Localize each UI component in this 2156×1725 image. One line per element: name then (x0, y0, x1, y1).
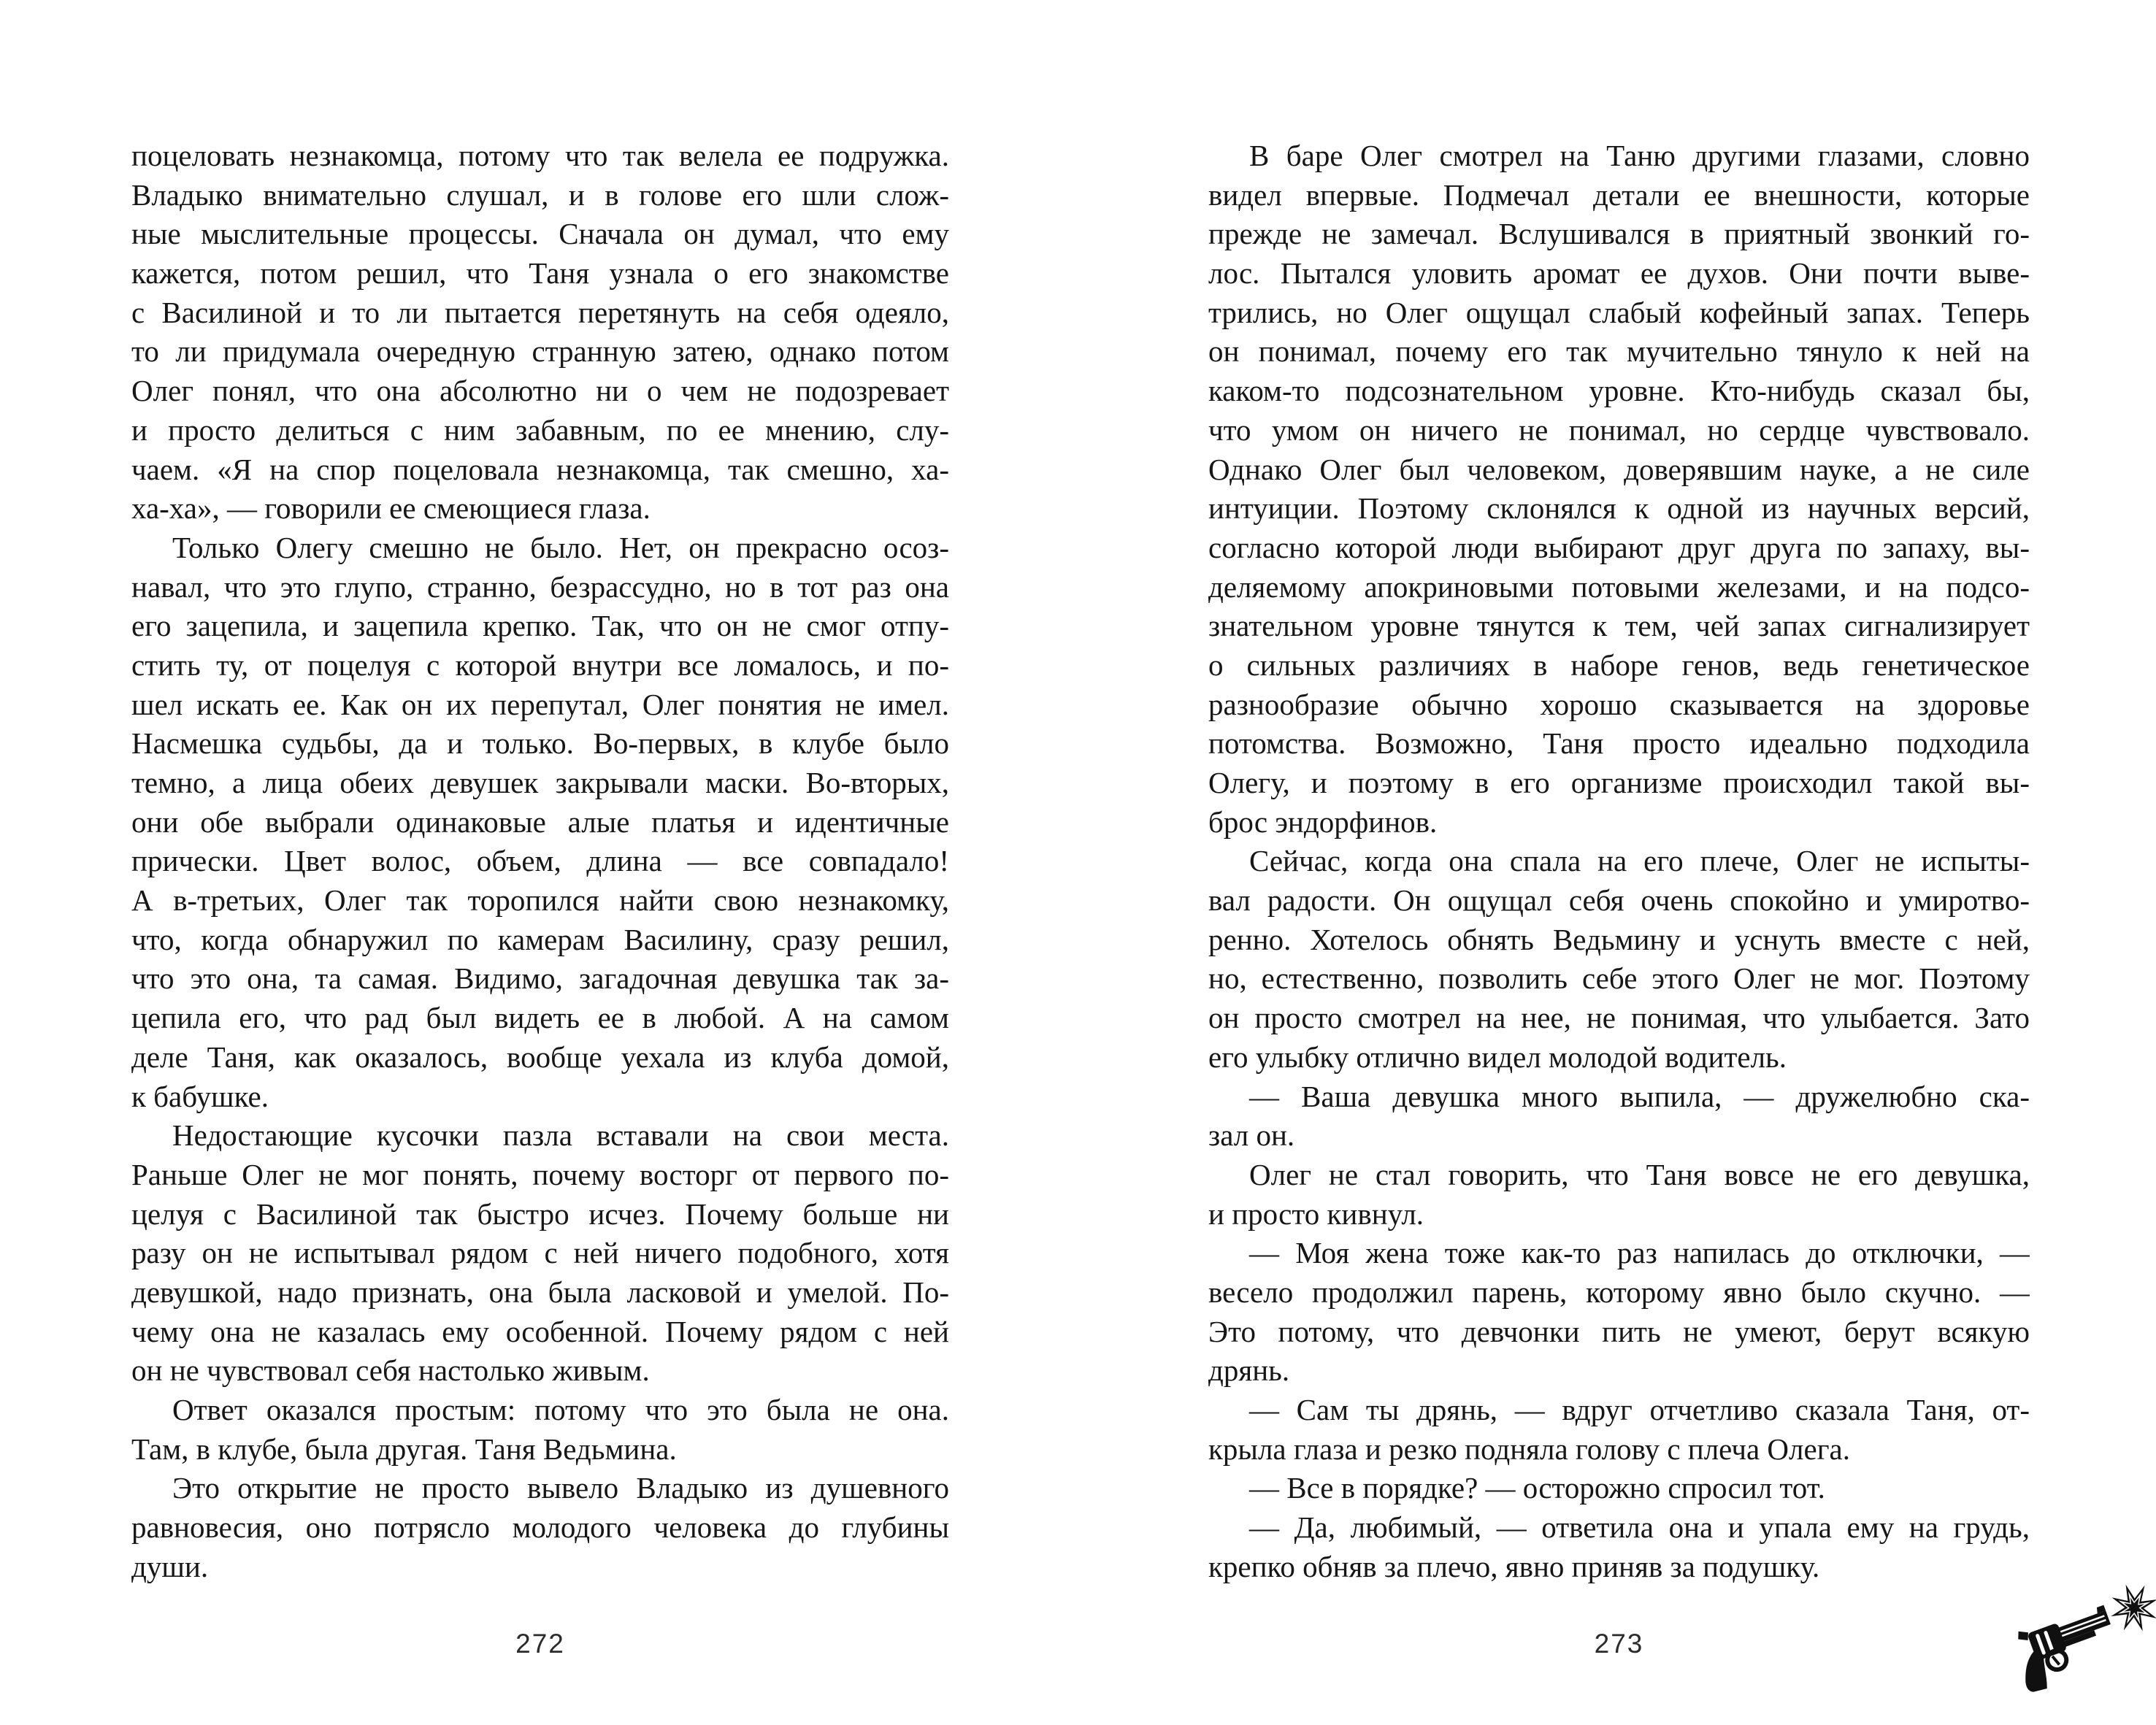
text-line: и просто делиться с ним забавным, по ее мнению, слу- (131, 412, 949, 447)
text-line: поцеловать незнакомца, потому что так велела ее подружка. (131, 139, 949, 172)
text-line: он понимал, почему его так мучительно тянуло к ней на (1208, 334, 2030, 369)
text-line: разнообразие обычно хорошо сказывается на здоровье (1208, 687, 2030, 721)
text-line: потомства. Возможно, Таня просто идеально подходила (1208, 726, 2030, 761)
page-number-left: 272 (515, 1629, 565, 1659)
text-line: чему она не казалась ему особенной. Почему рядом с ней (131, 1314, 949, 1348)
text-line: брос эндорфинов. (1208, 804, 1438, 839)
text-line: В баре Олег смотрел на Таню другими глазами, словно (1249, 139, 2030, 172)
text-line: что умом он ничего не понимал, но сердце чувствовало. (1208, 412, 2030, 447)
text-line: разу он не испытывал рядом с ней ничего подобного, хотя (131, 1236, 949, 1270)
text-line: Владыко внимательно слушал, и в голове его шли слож- (131, 177, 949, 212)
text-line: прежде не замечал. Вслушивался в приятный звонкий го- (1208, 217, 2030, 251)
text-line: что это она, та самая. Видимо, загадочная девушка так за- (131, 961, 949, 996)
text-line: навал, что это глупо, странно, безрассудно, но в тот раз она (131, 569, 949, 604)
text-line: вал радости. Он ощущал себя очень спокойно и умиротво- (1208, 883, 2030, 918)
text-line: Раньше Олег не мог понять, почему восторг от первого по- (131, 1157, 949, 1191)
text-line: цепила его, что рад был видеть ее в любой. А на самом (131, 1001, 949, 1035)
text-line: — Все в порядке? — осторожно спросил тот. (1249, 1471, 1825, 1505)
text-line: но, естественно, позволить себе этого Олег не мог. Поэтому (1208, 961, 2030, 996)
text-line: души. (131, 1549, 209, 1583)
text-line: равновесия, оно потрясло молодого человека до глубины (131, 1510, 949, 1545)
text-line: кажется, потом решил, что Таня узнала о его знакомстве (131, 256, 949, 291)
text-line: Олег не стал говорить, что Таня вовсе не его девушка, (1249, 1157, 2030, 1191)
text-line: ха-ха», — говорили ее смеющиеся глаза. (131, 491, 651, 526)
text-line: чаем. «Я на спор поцеловала незнакомца, так смешно, ха- (131, 452, 949, 486)
text-line: к бабушке. (131, 1079, 269, 1113)
text-line: о сильных различиях в наборе генов, ведь генетическое (1208, 648, 2030, 682)
text-line: знательном уровне тянутся к тем, чей запах сигнализирует (1208, 609, 2030, 643)
text-line: они обе выбрали одинаковые алые платья и идентичные (131, 804, 949, 839)
text-line: что, когда обнаружил по камерам Василину, сразу решил, (131, 922, 949, 956)
text-line: то ли придумала очередную странную затею, однако потом (131, 334, 949, 369)
text-line: Только Олегу смешно не было. Нет, он прекрасно осоз- (172, 530, 949, 564)
text-line: он не чувствовал себя настолько живым. (131, 1353, 650, 1388)
text-line: крыла глаза и резко подняла голову с плеча Олега. (1208, 1432, 1850, 1466)
text-line: — Сам ты дрянь, — вдруг отчетливо сказала Таня, от- (1249, 1393, 2030, 1426)
text-line: прически. Цвет волос, объем, длина — все совпадало! (131, 844, 949, 878)
text-line: Это открытие не просто вывело Владыко из душевного (172, 1471, 949, 1505)
text-line: Насмешка судьбы, да и только. Во-первых, в клубе было (131, 726, 949, 761)
text-line: А в-третьих, Олег так торопился найти свою незнакомку, (131, 883, 949, 918)
text-line: трились, но Олег ощущал слабый кофейный запах. Теперь (1208, 295, 2030, 329)
text-line: Однако Олег был человеком, доверявшим науке, а не силе (1208, 452, 2030, 486)
text-line: — Ваша девушка много выпила, — дружелюбно ска- (1249, 1079, 2030, 1113)
text-line: его улыбку отлично видел молодой водитель. (1208, 1040, 1787, 1074)
text-line: целуя с Василиной так быстро исчез. Почему больше ни (131, 1196, 949, 1231)
text-line: стить ту, от поцелуя с которой внутри все ломалось, и по- (131, 648, 949, 682)
text-line: и просто кивнул. (1208, 1196, 1424, 1231)
page-left-text-column (131, 137, 949, 1586)
page-number-right: 273 (1594, 1629, 1644, 1659)
text-line: ные мыслительные процессы. Сначала он думал, что ему (131, 217, 949, 251)
text-line: интуиции. Поэтому склонялся к одной из научных версий, (1208, 491, 2030, 526)
text-line: дрянь. (1208, 1353, 1290, 1388)
text-line: Там, в клубе, была другая. Таня Ведьмина. (131, 1432, 677, 1466)
text-line: видел впервые. Подмечал детали ее внешности, которые (1208, 177, 2030, 212)
text-line: девушкой, надо признать, она была ласковой и умелой. По- (131, 1275, 949, 1309)
text-line: его зацепила, и зацепила крепко. Так, что он не смог отпу- (131, 609, 949, 643)
text-line: Это потому, что девчонки пить не умеют, берут всякую (1208, 1314, 2030, 1348)
text-line: согласно которой люди выбирают друг друга по запаху, вы- (1208, 530, 2030, 564)
text-line: Олег понял, что она абсолютно ни о чем не подозревает (131, 374, 949, 408)
text-line: ренно. Хотелось обнять Ведьмину и уснуть вместе с ней, (1208, 922, 2030, 956)
revolver-icon (1995, 1557, 2156, 1725)
text-line: — Да, любимый, — ответила она и упала ему на грудь, (1249, 1510, 2030, 1545)
text-line: Ответ оказался простым: потому что это была не она. (172, 1393, 949, 1426)
text-line: крепко обняв за плечо, явно приняв за подушку. (1208, 1549, 1820, 1583)
text-line: он просто смотрел на нее, не понимая, что улыбается. Зато (1208, 1001, 2030, 1035)
text-line: деляемому апокриновыми потовыми железами, и на подсо- (1208, 569, 2030, 604)
text-line: каком-то подсознательном уровне. Кто-нибудь сказал бы, (1208, 374, 2030, 408)
page-right-text-column (1208, 137, 2030, 1586)
text-line: деле Таня, как оказалось, вообще уехала из клуба домой, (131, 1040, 949, 1074)
text-line: — Моя жена тоже как-то раз напилась до отключки, — (1249, 1236, 2030, 1270)
text-line: Недостающие кусочки пазла вставали на свои места. (172, 1118, 949, 1153)
text-line: с Василиной и то ли пытается перетянуть на себя одеяло, (131, 295, 949, 329)
text-line: лос. Пытался уловить аромат ее духов. Они почти выве- (1208, 256, 2030, 291)
text-line: Олегу, и поэтому в его организме происходил такой вы- (1208, 766, 2030, 799)
text-line: темно, а лица обеих девушек закрывали маски. Во-вторых, (131, 766, 949, 799)
text-line: Сейчас, когда она спала на его плече, Олег не испыты- (1249, 844, 2030, 878)
text-line: зал он. (1208, 1118, 1295, 1153)
text-line: весело продолжил парень, которому явно было скучно. — (1208, 1275, 2030, 1309)
text-line: шел искать ее. Как он их перепутал, Олег понятия не имел. (131, 687, 949, 721)
